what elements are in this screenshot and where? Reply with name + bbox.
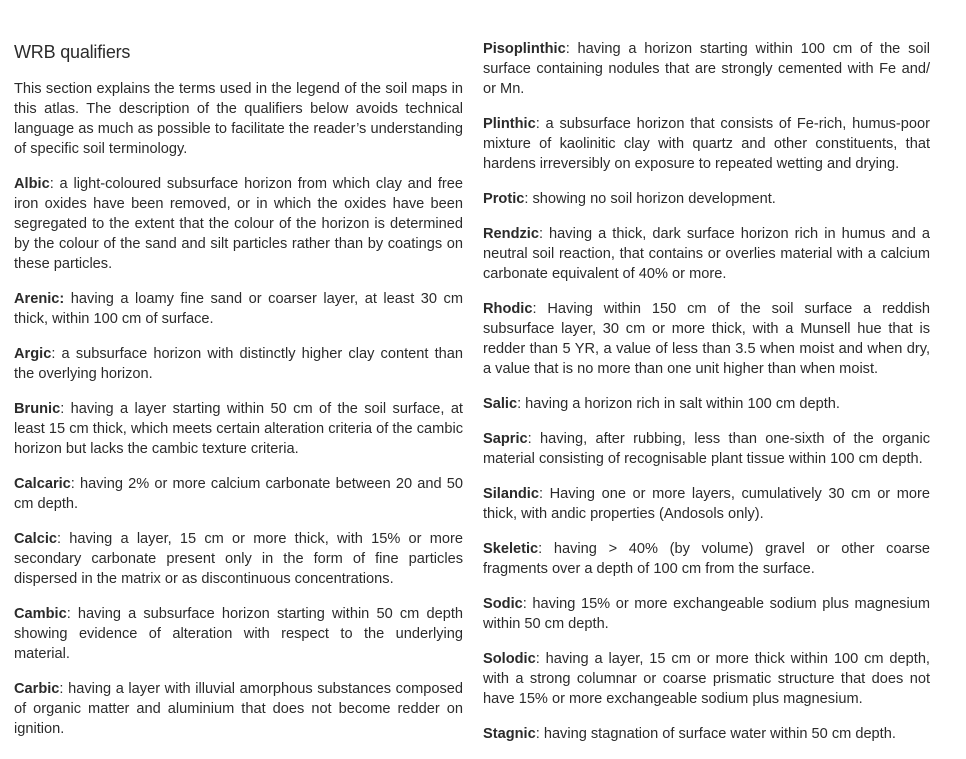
qualifier-term: Brunic <box>14 401 61 417</box>
qualifier-entry <box>483 394 930 414</box>
qualifier-definition: : a subsurface horizon that consists of Fe-rich, humus-poor mixture of kaolinitic clay with quartz and other constituents, that hardens irreversibly on exposure to repeated wetting and drying. <box>483 116 930 172</box>
qualifier-definition: : having a layer with illuvial amorphous substances composed of organic matter and aluminium that does not become redder on ignition. <box>14 681 463 737</box>
qualifier-entry <box>14 604 463 664</box>
qualifier-entry <box>483 484 930 524</box>
qualifier-term: Cambic <box>14 606 67 622</box>
qualifier-term: Silandic <box>483 486 539 502</box>
qualifier-term: Argic <box>14 346 52 362</box>
qualifier-term: Skeletic <box>483 541 539 557</box>
qualifier-entry <box>483 724 930 744</box>
qualifier-term: Plinthic <box>483 116 536 132</box>
qualifier-definition: : having 2% or more calcium carbonate between 20 and 50 cm depth. <box>14 476 463 512</box>
qualifier-entry <box>14 174 463 274</box>
qualifier-term: Rendzic <box>483 226 539 242</box>
qualifier-definition: having a loamy fine sand or coarser layer, at least 30 cm thick, within 100 cm of surface. <box>14 291 463 327</box>
qualifier-definition: : having 15% or more exchangeable sodium plus magnesium within 50 cm depth. <box>483 596 930 632</box>
qualifier-definition: : a subsurface horizon with distinctly higher clay content than the overlying horizon. <box>14 346 463 382</box>
qualifier-definition: : showing no soil horizon development. <box>524 191 776 207</box>
qualifier-entry <box>483 649 930 709</box>
qualifier-definition: : Having one or more layers, cumulatively 30 cm or more thick, with andic properties (Andosols only). <box>483 486 930 522</box>
qualifier-term: Pisoplinthic <box>483 41 566 57</box>
qualifier-term: Calcic <box>14 531 57 547</box>
left-column <box>14 0 463 754</box>
right-column <box>483 0 930 759</box>
qualifier-entry <box>483 189 930 209</box>
qualifier-definition: : Having within 150 cm of the soil surface a reddish subsurface layer, 30 cm or more thick, with a Munsell hue that is redder than 5 YR, a value of less than 3.5 when moist and when dry, a value that is no more than one unit higher than when moist. <box>483 301 930 377</box>
qualifier-entry <box>483 539 930 579</box>
qualifier-definition: : having a horizon rich in salt within 100 cm depth. <box>517 396 840 412</box>
qualifier-entry <box>14 399 463 459</box>
qualifier-term: Albic <box>14 176 50 192</box>
qualifier-term: Stagnic <box>483 726 536 742</box>
qualifier-term: Rhodic <box>483 301 533 317</box>
qualifier-term: Solodic <box>483 651 536 667</box>
qualifier-entry <box>14 679 463 739</box>
qualifier-entry <box>483 594 930 634</box>
qualifier-definition: : having a layer, 15 cm or more thick within 100 cm depth, with a strong columnar or coarse prismatic structure that does not have 15% or more exchangeable sodium plus magnesium. <box>483 651 930 707</box>
qualifier-term: Calcaric <box>14 476 71 492</box>
qualifier-term: Sodic <box>483 596 523 612</box>
qualifier-term: Arenic: <box>14 291 65 307</box>
qualifier-definition: : having > 40% (by volume) gravel or other coarse fragments over a depth of 100 cm from the surface. <box>483 541 930 577</box>
qualifier-definition: : having a layer starting within 50 cm of the soil surface, at least 15 cm thick, which meets certain alteration criteria of the cambic horizon but lacks the cambic texture criteria. <box>14 401 463 457</box>
qualifier-entry <box>483 114 930 174</box>
qualifier-term: Protic <box>483 191 525 207</box>
qualifier-definition: : having a thick, dark surface horizon rich in humus and a neutral soil reaction, that contains or overlies material with a calcium carbonate equivalent of 40% or more. <box>483 226 930 282</box>
qualifier-term: Sapric <box>483 431 528 447</box>
qualifier-entry <box>483 299 930 379</box>
qualifier-definition: : having stagnation of surface water within 50 cm depth. <box>535 726 896 742</box>
qualifier-entry <box>483 39 930 99</box>
qualifier-entry <box>483 224 930 284</box>
qualifier-entry <box>14 289 463 329</box>
section-heading: WRB qualifiers <box>14 42 131 62</box>
qualifier-definition: : having a horizon starting within 100 cm of the soil surface containing nodules that are strongly cemented with Fe and/ or Mn. <box>483 41 930 97</box>
qualifier-term: Carbic <box>14 681 60 697</box>
qualifier-definition: : having a layer, 15 cm or more thick, with 15% or more secondary carbonate present only in the form of fine particles dispersed in the matrix or as discontinuous concentrations. <box>14 531 463 587</box>
qualifier-entry <box>14 344 463 384</box>
qualifier-definition: : having a subsurface horizon starting within 50 cm depth showing evidence of alteration with respect to the underlying material. <box>14 606 463 662</box>
qualifier-entry <box>14 529 463 589</box>
qualifier-term: Salic <box>483 396 518 412</box>
qualifier-definition: : a light-coloured subsurface horizon from which clay and free iron oxides have been removed, or in which the oxides have been segregated to the extent that the colour of the horizon is determined by the colour of the sand and silt particles rather than by coatings on these particles. <box>14 176 463 272</box>
qualifier-entry <box>14 474 463 514</box>
qualifier-entry <box>483 429 930 469</box>
intro-paragraph: This section explains the terms used in the legend of the soil maps in this atlas. The description of the qualifiers below avoids technical language as much as possible to facilitate the reader’s understanding of specific soil terminology. <box>14 81 463 157</box>
qualifier-definition: : having, after rubbing, less than one-sixth of the organic material consisting of recognisable plant tissue within 100 cm depth. <box>483 431 930 467</box>
